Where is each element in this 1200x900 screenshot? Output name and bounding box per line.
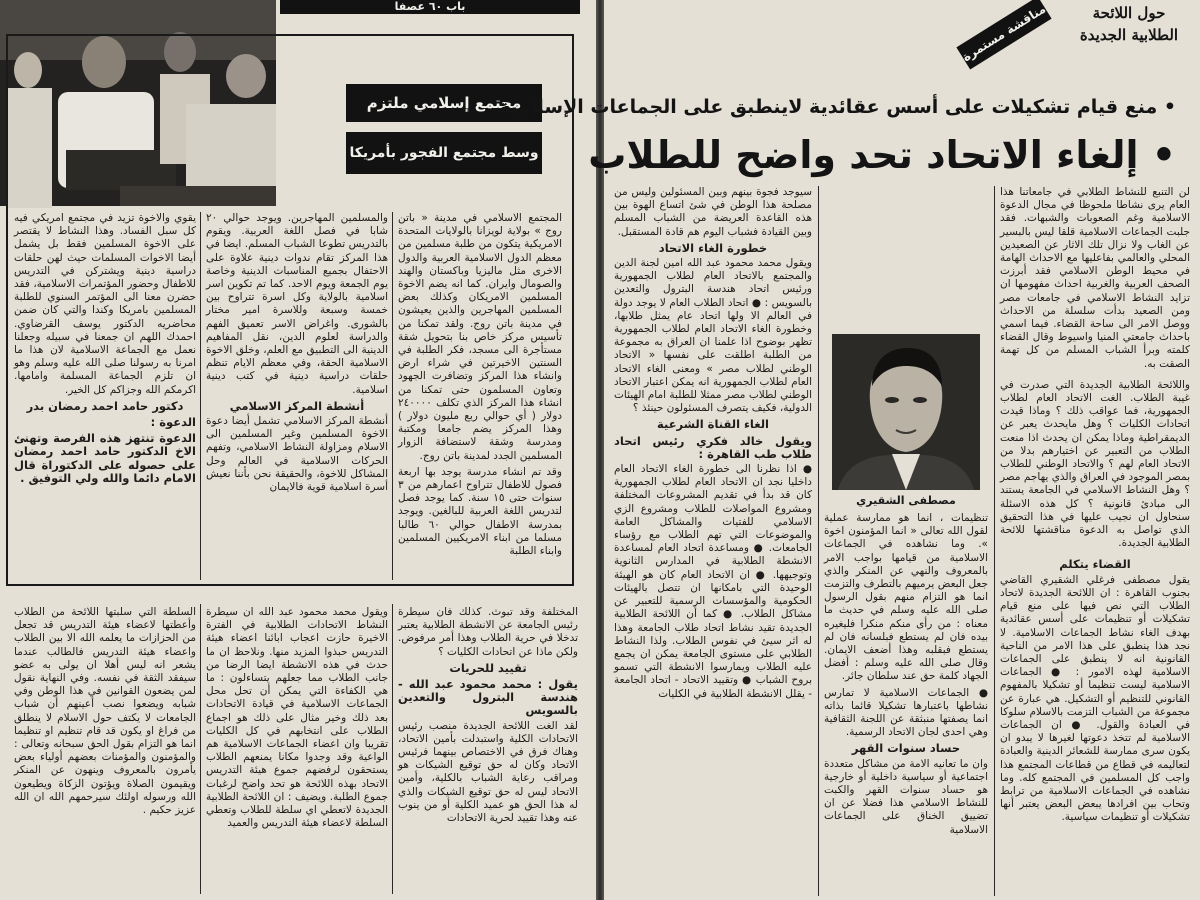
bottom-column-1-byline: يقول : محمد محمود عبد الله - هندسة البترول والتعدين بالسويس — [398, 677, 578, 718]
box-column-2-continued: أنشطة المركز الاسلامي تشمل أيضا دعوة الاخوة المسلمين وغير المسلمين الى الاسلام ومزاولة النشاط الاسلامي، وتفهم الحركات الاسلامية في العالم وحل المشاكل للاخوة، والحقيقة نحن بأننا نعيش أسرة اسلامية قوية فالايمان — [206, 415, 388, 494]
bottom-column-1-text: المختلفة وقد تبوث. كذلك فان سيطرة رئيس الجامعة عن الانشطة الطلابية يعتبر تدخلا في حرية الطلاب وهذا أمر مرفوض. ولكن ماذا عن اتحادات الكليات ؟ — [398, 606, 578, 658]
bottom-column-1-continued: لقد الغت اللائحة الجديدة منصب رئيس الاتحادات الكلية واستبدلت بأمين الاتحاد، وهناك فرق في الاختصاص بينهما فرئيس الاتحاد وكان له حق توقيع الشيكات هو ومراقب رعاية الشباب بالكلية، وأمين الاتحاد ليس له حق توقيع الشيكات والذي له هذا الحق هو عميد الكلية أو من ينوب عنه وهذا تقييد لحرية الاتحادات — [398, 719, 578, 825]
portrait-photo — [832, 334, 980, 490]
box-column-1-text: المجتمع الاسلامي في مدينة « باتن روج » بولاية لويزانا بالولايات المتحدة الامريكية يتكون من طلبة مسلمين من معظم الدول الاسلامية العربية والدول الاخرى مثل ماليزيا وباكستان والهند والصومال وايران. كما انه يضم الاخوة المسلمين الامريكان وكذلك بعض المسلمين المهاجرين والذين يعيشون في مدينة باتن روج. ولقد تمكنا من تأسيس مركز خاص بنا بتحويل شقة مستأجرة الى مسجد، فكر الطلبة في السنتين الاخيرتين في شراء ارض وانشاء هذا المركز وتضافرت الجهود وتعاون المسلمون حتى تمكنا من انشاء هذا المركز الذي تكلف ٢٤٠٠٠٠ دولار ( أي حوالي ربع مليون دولار ) وهذا المركز يضم جامعا ومكتبة ومدرسة وشقة لاستضافة الزوار المسلمين الجدد لمدينة باتن روج. — [398, 212, 562, 462]
box-column-3-subheading: الدعوة : — [150, 415, 196, 430]
portrait-caption: مصطفى الشقيري — [856, 494, 956, 507]
right-column-b-continued: ● الجماعات الاسلامية لا تمارس نشاطها باعتبارها تشكيلا قائما بذاته انما يصفتها منبثقة عن اللجنة الثقافية وهي احدى لجان الاتحاد الرسمية. — [824, 686, 988, 739]
box-column-2-subheading: أنشطة المركز الاسلامي — [229, 398, 365, 413]
right-column-a-subheading: القضاء يتكلم — [1059, 557, 1131, 572]
column-rule — [392, 212, 393, 580]
editorial-note: الدعوة تنتهز هذه الفرصة وتهنئ الاخ الدكتور حامد احمد رمضان على حصوله على الدكتوراة قال الامام دائما والله ولي التوفيق . — [14, 431, 196, 485]
box-title: مجتمع إسلامي ملتزم — [346, 84, 542, 122]
right-column-c-continued: ويقول محمد محمود عبد الله امين لجنة الدين والمجتمع بالاتحاد العام لطلاب الجمهورية ورئيس اتحاد هندسة البترول والتعدين بالسويس : ● اتحاد الطلاب العام لا يوجد دولة في العالم الا ولها اتحاد عام يمثل طلابها، وخطورة الغاء الاتحاد العام لطلاب الجمهورية تظهر بوضوح اذا علمنا ان العراق به مجموعة من الطلبة اطلقت على نفسها « الاتحاد الوطني لطلاب مصر » ومعنى الغاء الاتحاد العام لطلاب الجمهورية انه يمكن اعتبار الاتحاد الوطني لطلاب مصر ممثلا للطلبة امام الهيئات الدولية، فكيف يتصرف المسئولون حينئذ ؟ — [614, 257, 812, 415]
right-page — [498, 0, 1200, 900]
box-column-3-text: يقوي والاخوة تزيد في مجتمع امريكي فيه كل سبل الفساد. وهذا النشاط لا يقتصر على الاخوة المسلمين فقط بل يشمل أيضا الاخوات المسلمات حيث لهن حلقات دراسية دينية ويشتركن في التدريس للاطفال وحضور المؤتمرات الاسلامية، فقد حضرن معنا الى المؤتمر السنوي للطلبة المسلمين بامريكا وكندا والتي كان ضمن محاضريه الدكتور يوسف القرضاوي. احمدك اللهم ان جمعنا في سبيله وجعلنا نعمل مع الجماعة الاسلامية لان هذا ما امرنا به رسولنا صلى الله عليه وسلم وهو ان تلزم الجماعة المسلمة وامامها. اكرمكم الله وجزاكم كل الخير. — [14, 212, 196, 396]
bottom-column-3-text: السلطة التي سلبتها اللائحة من الطلاب وأعطتها لاعضاء هيئة التدريس قد تجعل من الحزازات ما يعلمه الله الا بين الطلاب واعضاء هيئة التدريس فالطالب عندما يشعر انه ليس أهلا ان يولى به عضو سيفقد الثقة في نفسه. وفي النهاية نقول لمن يضعون القوانين في هذا الوطن وفي شبابه ويضعوا نصب أعينهم أن شباب الجامعات لا يكتف حول الاسلام لا ينطلق من فراغ او يكون قد قام تنظيم او تنظيما انما هو التزام بقول الحق سبحانه وتعالى : والمؤمنون والمؤمنات بعضهم أولياء بعض يأمرون بالمعروف وينهون عن المنكر ويقيمون الصلاة ويؤتون الزكاة ويطيعون الله ورسوله اولئك سيرحمهم الله ان الله عزيز حكيم . — [14, 606, 196, 817]
right-column-a-text: لن التنبع للنشاط الطلابي في جامعاتنا هذا العام يرى نشاطا ملحوظا في مجال الدعوة الاسلامية وغم الصعوبات والشبهات. فقد جلبت الجماعات الاسلامية قلقا ليس بالبسير عن الغاب ولا نزال تلك الاثار عن الصعيدين المحلي والعالمي بفاعليها مع الاحداث الهامة في محيط الوطن الاسلامي فقد أبرزت الصحف العربية والغربية احداث مفهومها ان تزايد النشاط الاسلامي في جامعات مصر ومن الصعيد بدأت سلسلة من الاحداث ووصل الامر الى ساحة القضاء. فيما اسمي باحداث جامعتي المنيا واسيوط وقال القضاء كلمته وبرأ الشباب المسلم من كل تهمة الصقت به. — [1000, 186, 1190, 370]
column-rule — [392, 604, 393, 894]
column-rule — [994, 186, 995, 896]
box-column-3 — [14, 212, 196, 578]
top-banner: باب ٦٠ عصفا — [280, 0, 580, 14]
section-tag: حول اللائحة الطلابية الجديدة — [1079, 4, 1179, 44]
right-column-b-body: وان ما تعانيه الامة من مشاكل متعددة اجتماعية أو سياسية داخلية أو خارجية هو حساد سنوات القهر والكبت للنشاط الاسلامي هذا فضلا عن ان تضييق الخناق على الجماعات الاسلامية — [824, 757, 988, 836]
right-column-c-byline: ويقول خالد فكري رئيس اتحاد طلاب طب القاهرة : — [614, 433, 812, 461]
column-rule — [200, 604, 201, 894]
box-column-2-text: والمسلمين المهاجرين. ويوجد حوالي ٢٠ شابا في فصل اللغة العربية. ويقوم بالتدريس تطوعا الشباب المسلم. ايضا في هذا المركز تقام ندوات دينية علاوة على الاحتفال بجميع المناسبات الدينية وخاصة يوم الجمعة ويوم الاحد. كما تم تكوين اسر اسلامية بالولاية وكل اسرة تتراوح بين خمسة وسبعة وللاسرة امير مختار بالشورى. واغراض الاسر تعميق الفهم والدراسة لعلوم الدين، نقل المفاهيم الدينية الى التطبيق مع العلم، وخلق الاخوة الاسلامية الحقة، وفي معظم الايام تنظم حلقات دراسية دينية في كتب دينية اسلامية. — [206, 212, 388, 396]
right-column-c — [614, 186, 812, 896]
headline-secondary: • منع قيام تشكيلات على أسس عقائدية لاينطبق على الجماعات الإسلامية — [498, 96, 1176, 118]
author-signature: دكتور حامد احمد رمضان بدر — [26, 398, 184, 413]
right-column-c-body: ● اذا نظرنا الى خطورة الغاء الاتحاد العام داخليا نجد ان الاتحاد العام لطلاب الجمهورية كان قد بدأ في تقديم المشروعات المختلفة ومشروع المواصلات للطلاب ومشروع الزي الاسلامي للفتيات والمشاكل العامة والموضوعات التي تهم الطلاب مع رؤساء الجامعات. ● ومساعدة اتحاد العام لمساعدة الانشطة الطلابية في المدارس الثانوية وتوجيهها. ● ان الاتحاد العام كان هو الهيئة الوحيدة التي بامكانها ان تتصل بالهيئات الحكومية والمؤسسات الرسمية للتعبير عن مشاكل الطلاب. ● كما أن اللائحة الطلابية الجديدة تقيد نشاط اتحاد طلاب الجامعة وهذا له اثر سيئ في نفوس الطلاب. ولذا النشاط الطلابي على مستوى الجامعة يمكن ان يجمع عليه الطلاب ويمارسوا الانشطة التي تسمو بروح الشباب ● وتقييد الاتحاد - اتحاد الجامعة - يقلل الانشطة الطلابية في الكليات — [614, 463, 812, 700]
bottom-column-1-subheading: تقييد للحريات — [449, 660, 527, 675]
bottom-column-3 — [14, 606, 196, 894]
right-column-c-subheading: خطورة الغاء الاتحاد — [658, 240, 768, 255]
right-column-a — [1000, 186, 1190, 896]
right-column-a-body: يقول مصطفى فرغلي الشقيري القاضي بجنوب القاهرة : ان اللائحة الجديدة لاتحاد الطلاب التي نص فيها على منع قيام تشكيلات أو تنظيمات على أسس عقائدية بهدف الغاء نشاط الجماعات الاسلامية. لا نجد هذا ينطبق على هذا الامر من الناحية القانونية انه لا ينطبق على الجماعات الاسلامية لهذه الامور : ● الجماعات الاسلامية ليست تنظيما أو تشكيلا بالمفهوم القانوني للتنظيم أو التشكيل. هي عبارة عن مجموعة من الشباب التزمت بالاسلام سلوكا في العبادة والقول. ● ان الجماعات الاسلامية لم تتخذ دعوتها لغيرها لا يبدو ان يكون سرى ممارسة للشعائر الدينية والعبادة لتعاليمه في قطاع من قطاعات المجتمع هذا واجب كل المسلمين في المجتمع كله. وما نشاهده في الجماعات الاسلامية من ترابط وتحاب بين افرادها يبعض البعض يعتبر أنها تشكيلات أو تنظيمات سياسية. — [1000, 573, 1190, 824]
right-column-c-text: سيوجد فجوة بينهم وبين المسئولين وليس من مصلحة هذا الوطن في شئ اتساع الهوة بين هذه القاعدة العريضة من الشباب المسلم وبين القيادة فشباب اليوم هم قادة المستقبل. — [614, 186, 812, 238]
right-column-a-continued: واللائحة الطلابية الجديدة التي صدرت في غيبة الطلاب. الغت الاتحاد العام لطلاب الجمهورية، فما عواقب ذلك ؟ وماذا قيدت اتحادات الكليات ؟ وهل مايحدث يعبر عن الديمقراطية وماذا يمكن ان يحدث اذا منعت الطلاب من التعبير عن اختيارهم بدلا من الاتحاد العام لهم ؟ والاتحاد الوطني للطلاب بمصر الموجود في العراق والذي يهاجم مصر ؟ وهل النشاط الاسلامي في الجامعة يستند الى مبادئ قانونية ؟ كل هذه الاسئلة سنحاول ان نجيب عليها في هذا التحقيق الذي تواصل به الدعوة مناقشتها للائحة الطلابية الجديدة. — [1000, 378, 1190, 550]
column-rule — [818, 186, 819, 896]
column-rule — [200, 212, 201, 580]
bottom-column-2-text: ويقول محمد محمود عبد الله ان سيطرة النشاط الاتحادات الطلابية في الفترة الاخيرة حازت اعجاب ابائنا اعضاء هيئة التدريس حبذوا المزيد منها. ونلاحظ ان ما حدث في هذه الانشطة ايضا الرضا من جانب الطلاب مما جعلهم يتساءلون : ما هي الكفاءة التي يمكن أن تحل محل الجماعات الاسلامية في قيادة الاتحادات بعد ذلك وخير مثال على ذلك هو اجماع الطلاب على انتخابهم في كل الكليات تقريبا وان اعضاء الجماعات الاسلامية هم الواعية وقد وجدوا مكانا يمنعهم الطلاب يستحقون لرفضهم جموع هيئة التدريس الاتحاد بهذه اللائحة هو تحد واضح لرغبات جموع الطلبة. ويضيف : ان اللائحة الطلابية الجديدة لاتعطي اي سلطة للطلاب وتعطي السلطة لاعضاء هيئة التدريس والعميد — [206, 606, 388, 830]
box-subtitle: وسط مجتمع الفجور بأمريكا — [346, 132, 542, 174]
portrait-image — [832, 334, 980, 490]
right-column-b-text: تنظيمات ، انما هو ممارسة عملية لقول الله تعالى « انما المؤمنون اخوة ». وما نشاهده في الجماعات الاسلامية من قيامها بواجب الامر بالمعروف والنهي عن المنكر والذي جعل البعض يرميهم بالتطرف والتزمت انما هو التزام منهم بقول الرسول صلى الله عليه وسلم في حديث ما معناه : من رأى منكم منكرا فليغيره بيده فان لم يستطع فبلسانه فان لم يستطع فبقلبه وهذا أضعف الايمان. وقال صلى الله عليه وسلم : أفضل الجهاد كلمة حق عند سلطان جائر. — [824, 512, 988, 683]
bottom-column-2 — [206, 606, 388, 894]
bottom-column-1 — [398, 606, 578, 894]
box-column-1-continued: وقد تم انشاء مدرسة يوجد بها اربعة فصول للاطفال تتراوح اعمارهم من ٣ سنوات حتى ١٥ سنة. كما يوجد فصل لتدريس اللغة العربية للبالغين. ويوجد بمدرسة الاطفال حوالي ٦٠ طالبا مسلما من ابناء الامريكيين المسلمين وابناء الطلبة — [398, 465, 563, 558]
left-page — [0, 0, 596, 900]
headline-main: • إلغاء الاتحاد تحد واضح للطلاب — [588, 133, 1176, 177]
right-column-c-subheading-2: الغاء القناة الشرعية — [657, 417, 769, 432]
box-column-1 — [398, 212, 562, 578]
box-column-2 — [206, 212, 388, 578]
right-column-b-subheading: حساد سنوات القهر — [851, 741, 961, 756]
right-column-b — [824, 512, 988, 896]
series-stamp: مناقشة مستمرة — [956, 0, 1051, 69]
